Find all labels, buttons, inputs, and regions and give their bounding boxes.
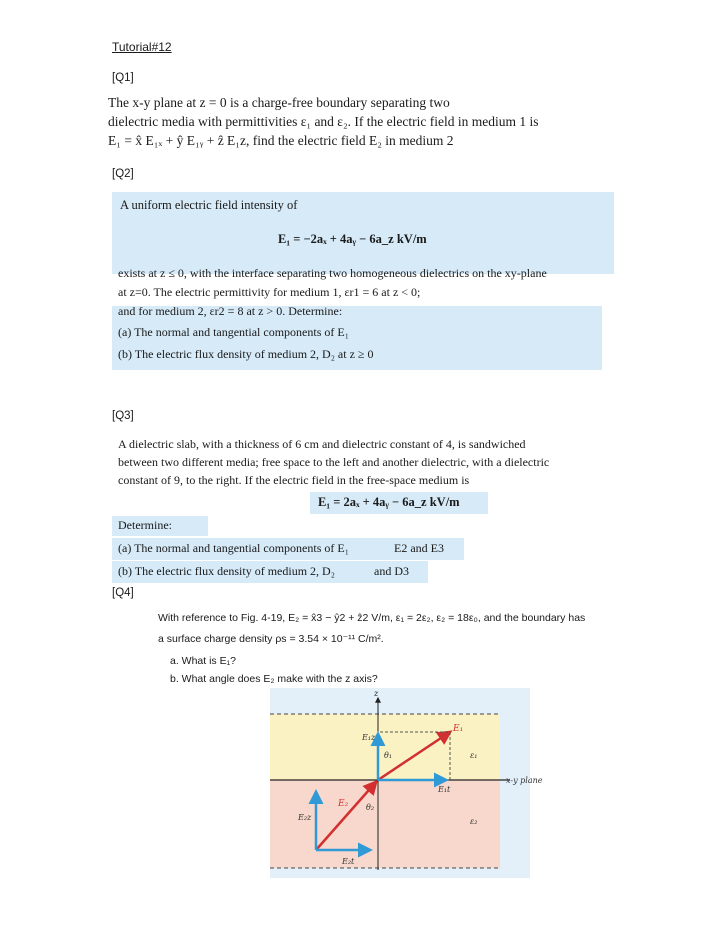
q3-part-b: (b) The electric flux density of medium 2, D₂ bbox=[118, 564, 335, 578]
q3-equation: E₁ = 2aₓ + 4aᵧ − 6a_z kV/m bbox=[318, 495, 460, 509]
q4-line-2: a surface charge density ρs = 3.54 × 10⁻¹¹ C/m². bbox=[158, 633, 384, 645]
q3-part-a-extra: E2 and E3 bbox=[394, 541, 444, 555]
e2t-label: E₂t bbox=[342, 857, 355, 866]
eps2-label: ε₂ bbox=[470, 817, 478, 826]
q3-part-b-extra: and D3 bbox=[374, 564, 409, 578]
q2-line-1: exists at z ≤ 0, with the interface separating two homogeneous dielectrics on the xy-plane bbox=[118, 266, 547, 280]
q3-determine: Determine: bbox=[118, 518, 172, 532]
q1-line-3: E₁ = x̂ E₁ₓ + ŷ E₁ᵧ + ẑ E₁z, find the electric field E₂ in medium 2 bbox=[108, 133, 454, 148]
medium-1-region bbox=[270, 714, 500, 780]
e2z-label: E₂z bbox=[298, 813, 312, 822]
theta1-label: θ₁ bbox=[384, 751, 393, 760]
boundary-figure bbox=[270, 688, 543, 878]
q1-label: [Q1] bbox=[112, 72, 134, 84]
e2-label: E₂ bbox=[338, 799, 349, 809]
q3-part-a: (a) The normal and tangential components of E₁ bbox=[118, 541, 349, 555]
q2-label: [Q2] bbox=[112, 168, 134, 180]
q2-part-a: (a) The normal and tangential components of E₁ bbox=[118, 325, 349, 339]
q2-equation: E₁ = −2aₓ + 4aᵧ − 6a_z kV/m bbox=[278, 232, 427, 246]
q4-line-1: With reference to Fig. 4-19, E₂ = x̂3 − ŷ2 + ẑ2 V/m, ε₁ = 2ε₂, ε₂ = 18ε₀, and the boundary has bbox=[158, 612, 586, 624]
z-axis-label: z bbox=[374, 689, 379, 698]
q3-line-1: A dielectric slab, with a thickness of 6 cm and dielectric constant of 4, is sandwiched bbox=[118, 437, 526, 451]
q1-line-2: dielectric media with permittivities ε₁ and ε₂. If the electric field in medium 1 is bbox=[108, 114, 539, 129]
q2-line-2: at z=0. The electric permittivity for medium 1, εr1 = 6 at z < 0; bbox=[118, 285, 421, 299]
e1t-label: E₁t bbox=[438, 785, 451, 794]
medium-2-region bbox=[270, 780, 500, 868]
theta2-label: θ₂ bbox=[366, 803, 375, 812]
q4-label: [Q4] bbox=[112, 587, 134, 599]
eps1-label: ε₁ bbox=[470, 751, 478, 760]
e1-label: E₁ bbox=[453, 724, 464, 734]
xy-plane-label: x-y plane bbox=[506, 776, 543, 785]
q3-line-2: between two different media; free space to the left and another dielectric, with a dielectric bbox=[118, 455, 550, 469]
q2-part-b: (b) The electric flux density of medium 2, D₂ at z ≥ 0 bbox=[118, 347, 374, 361]
q4-item-b: b. What angle does E₂ make with the z axis? bbox=[170, 673, 378, 685]
q3-label: [Q3] bbox=[112, 410, 134, 422]
q2-line-3: and for medium 2, εr2 = 8 at z > 0. Determine: bbox=[118, 304, 343, 318]
page-title: Tutorial#12 bbox=[112, 40, 172, 54]
q1-line-1: The x-y plane at z = 0 is a charge-free boundary separating two bbox=[108, 95, 450, 110]
q2-intro: A uniform electric field intensity of bbox=[120, 198, 298, 212]
q3-line-3: constant of 9, to the right. If the electric field in the free-space medium is bbox=[118, 473, 470, 487]
q4-item-a: a. What is E₁? bbox=[170, 655, 236, 667]
e1z-label: E₁z bbox=[362, 733, 376, 742]
